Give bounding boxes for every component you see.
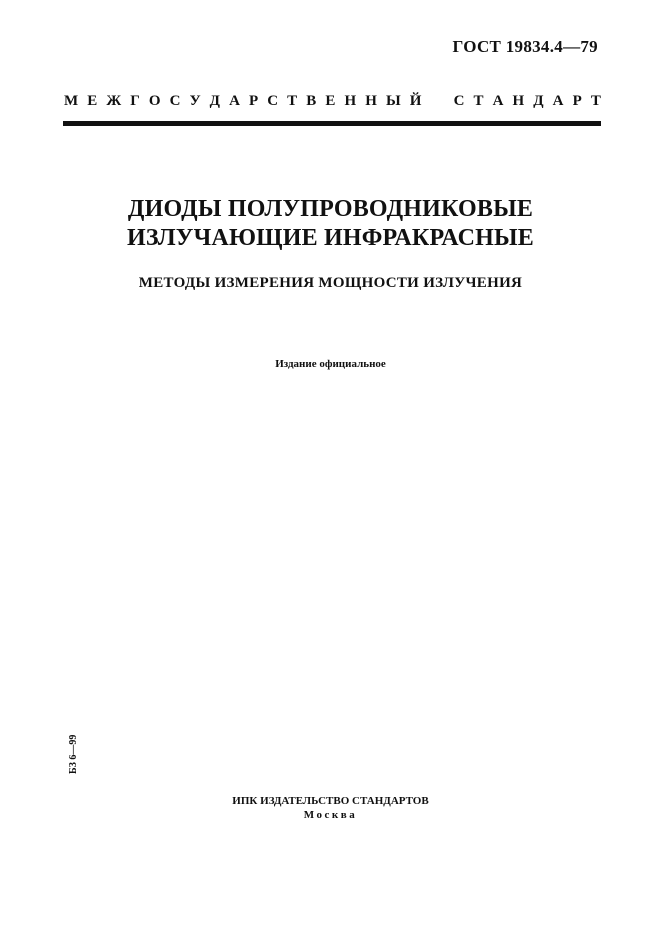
header-letter: Н bbox=[512, 93, 525, 109]
header-letter: Г bbox=[130, 93, 140, 109]
title-line: ДИОДЫ ПОЛУПРОВОДНИКОВЫЕ bbox=[127, 196, 534, 222]
header-word-gap bbox=[431, 93, 445, 110]
header-letter: Е bbox=[325, 93, 336, 109]
header-letter: С bbox=[169, 93, 181, 109]
header-letter: М bbox=[64, 93, 79, 109]
header-letter: С bbox=[267, 93, 279, 109]
header-letter: Й bbox=[409, 93, 422, 109]
header-letter: А bbox=[552, 93, 564, 109]
header-letter: Д bbox=[533, 93, 544, 109]
header-letter: С bbox=[453, 93, 465, 109]
header-letter: Р bbox=[248, 93, 259, 109]
side-code: БЗ 6—99 bbox=[68, 734, 79, 774]
header-letter: Н bbox=[344, 93, 357, 109]
title-line: ИЗЛУЧАЮЩИЕ ИНФРАКРАСНЫЕ bbox=[127, 225, 534, 251]
header-letter: Т bbox=[473, 93, 484, 109]
interstate-standard-header bbox=[64, 93, 601, 110]
publisher-city: Москва bbox=[303, 809, 358, 821]
header-letter: У bbox=[189, 93, 201, 109]
header-letter: Н bbox=[365, 93, 377, 109]
header-letter: В bbox=[306, 93, 317, 109]
publisher: ИПК ИЗДАТЕЛЬСТВО СТАНДАРТОВ bbox=[232, 795, 429, 807]
header-letter: Т bbox=[287, 93, 298, 109]
header-letter: Т bbox=[590, 93, 601, 109]
header-letter: А bbox=[229, 93, 240, 109]
header-letter: Ж bbox=[106, 93, 122, 109]
header-rule bbox=[63, 121, 601, 126]
header-letter: Ы bbox=[385, 93, 401, 109]
edition-note: Издание официальное bbox=[275, 358, 386, 370]
document-title bbox=[0, 195, 661, 253]
document-subtitle: МЕТОДЫ ИЗМЕРЕНИЯ МОЩНОСТИ ИЗЛУЧЕНИЯ bbox=[138, 275, 523, 291]
header-letter: Е bbox=[87, 93, 98, 109]
header-letter: Д bbox=[209, 93, 220, 109]
gost-number: ГОСТ 19834.4—79 bbox=[452, 37, 598, 56]
header-letter: О bbox=[148, 93, 161, 109]
header-letter: А bbox=[492, 93, 504, 109]
header-letter: Р bbox=[572, 93, 582, 109]
